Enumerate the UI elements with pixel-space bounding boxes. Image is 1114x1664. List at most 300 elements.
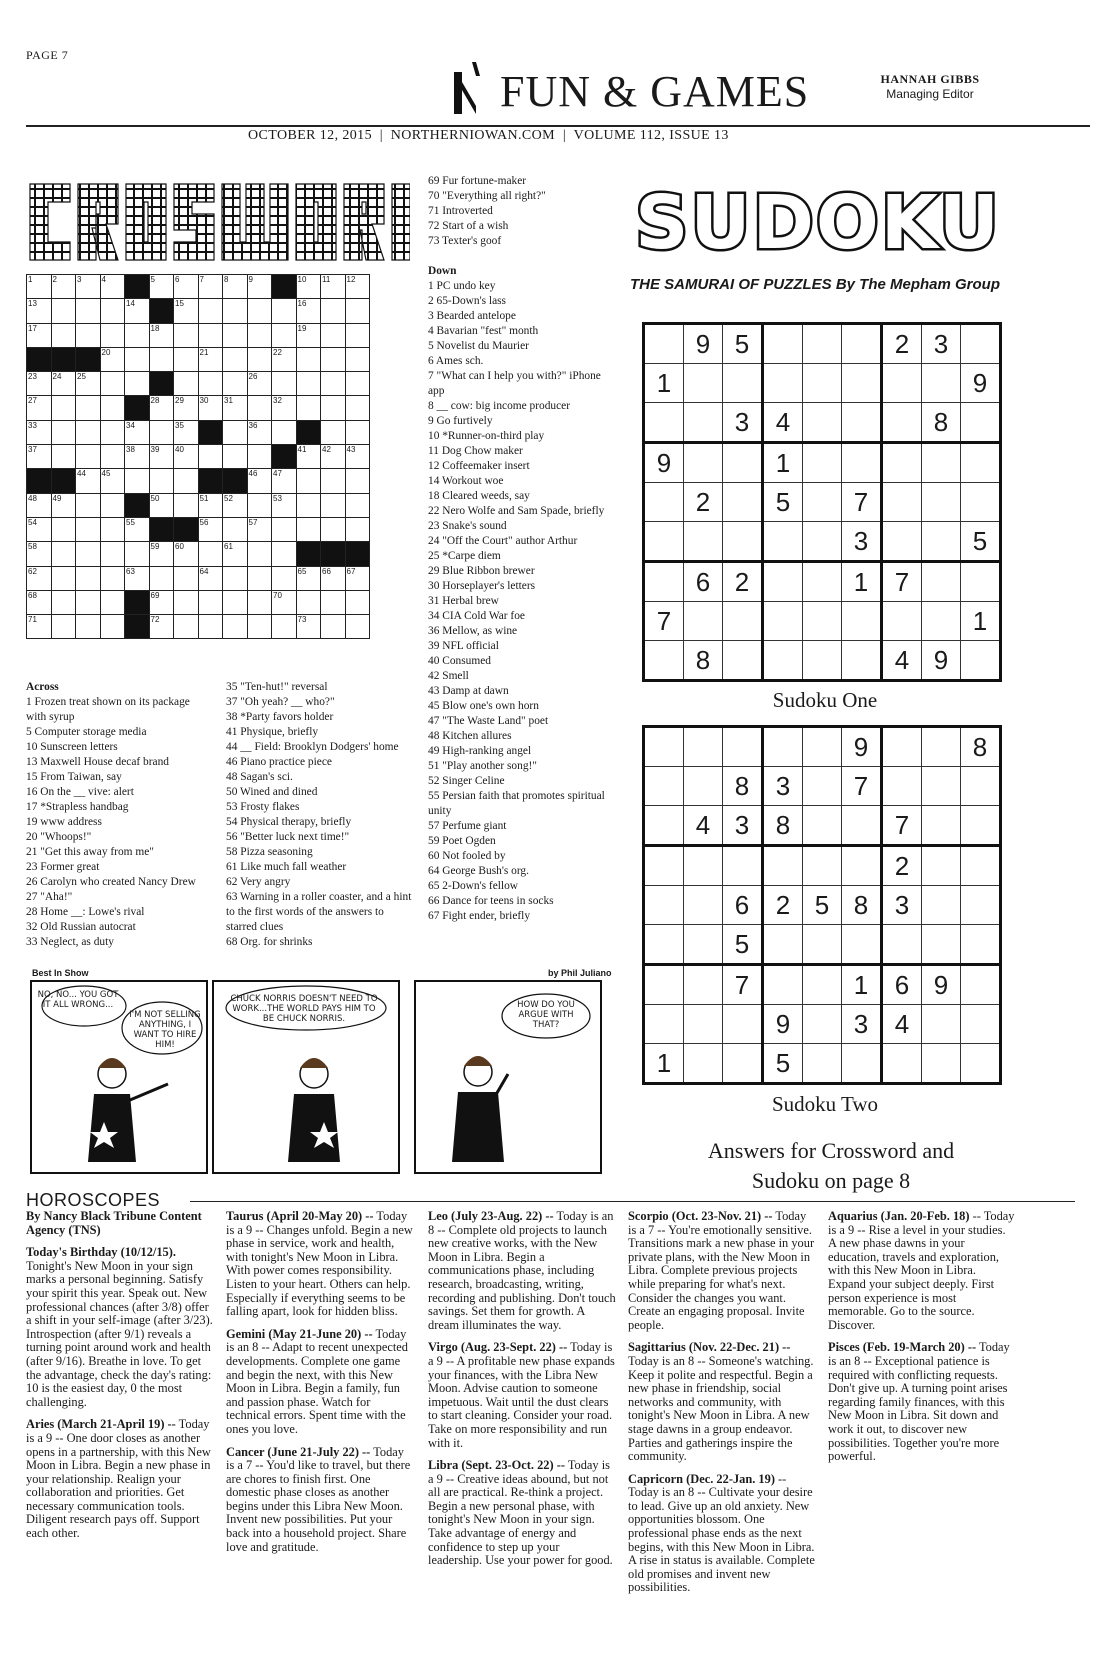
- crossword-cell[interactable]: [272, 299, 297, 323]
- crossword-cell[interactable]: [223, 542, 248, 566]
- crossword-cell[interactable]: [51, 542, 76, 566]
- crossword-cell[interactable]: [100, 396, 125, 420]
- crossword-cell[interactable]: [149, 566, 174, 590]
- sudoku-cell[interactable]: [961, 562, 1001, 602]
- sudoku-cell[interactable]: [882, 443, 922, 483]
- sudoku-cell[interactable]: [882, 364, 922, 403]
- crossword-cell[interactable]: [223, 615, 248, 639]
- crossword-cell[interactable]: [321, 372, 346, 396]
- sudoku-cell[interactable]: [922, 1005, 961, 1044]
- sudoku-cell[interactable]: [961, 886, 1001, 925]
- crossword-cell[interactable]: [296, 372, 321, 396]
- sudoku-cell[interactable]: [842, 846, 882, 886]
- sudoku-cell[interactable]: [922, 443, 961, 483]
- sudoku-cell[interactable]: [803, 522, 842, 562]
- crossword-cell[interactable]: [223, 323, 248, 347]
- crossword-cell[interactable]: [27, 445, 52, 469]
- crossword-cell[interactable]: [223, 517, 248, 541]
- sudoku-cell[interactable]: [922, 1044, 961, 1084]
- crossword-cell[interactable]: [345, 396, 370, 420]
- sudoku-cell[interactable]: [763, 324, 803, 364]
- crossword-cell[interactable]: [125, 323, 150, 347]
- crossword-cell[interactable]: [149, 420, 174, 444]
- crossword-cell[interactable]: [27, 615, 52, 639]
- sudoku-cell[interactable]: [842, 602, 882, 641]
- crossword-cell[interactable]: [345, 372, 370, 396]
- crossword-cell[interactable]: [149, 469, 174, 493]
- sudoku-cell[interactable]: [842, 324, 882, 364]
- crossword-cell[interactable]: [149, 493, 174, 517]
- crossword-cell[interactable]: [76, 396, 101, 420]
- sudoku-cell[interactable]: [644, 403, 684, 443]
- crossword-cell[interactable]: [125, 542, 150, 566]
- sudoku-cell[interactable]: [803, 562, 842, 602]
- crossword-cell[interactable]: [125, 517, 150, 541]
- sudoku-cell[interactable]: [644, 965, 684, 1005]
- sudoku-cell[interactable]: [882, 403, 922, 443]
- crossword-cell[interactable]: [76, 445, 101, 469]
- crossword-cell[interactable]: [321, 590, 346, 614]
- crossword-cell[interactable]: [76, 493, 101, 517]
- crossword-cell[interactable]: [27, 275, 52, 299]
- crossword-cell[interactable]: [27, 420, 52, 444]
- sudoku-cell[interactable]: [763, 727, 803, 767]
- sudoku-cell[interactable]: [644, 846, 684, 886]
- crossword-cell[interactable]: [198, 590, 223, 614]
- sudoku-cell[interactable]: [644, 727, 684, 767]
- crossword-grid[interactable]: [26, 274, 370, 639]
- crossword-cell[interactable]: [223, 420, 248, 444]
- crossword-cell[interactable]: [100, 469, 125, 493]
- crossword-cell[interactable]: [296, 615, 321, 639]
- crossword-cell[interactable]: [100, 420, 125, 444]
- crossword-cell[interactable]: [247, 542, 272, 566]
- crossword-cell[interactable]: [272, 615, 297, 639]
- sudoku-cell[interactable]: [723, 364, 763, 403]
- sudoku-cell[interactable]: [803, 1044, 842, 1084]
- sudoku-cell[interactable]: [803, 443, 842, 483]
- sudoku-cell[interactable]: [922, 364, 961, 403]
- crossword-cell[interactable]: [296, 493, 321, 517]
- crossword-cell[interactable]: [345, 590, 370, 614]
- sudoku-cell[interactable]: [723, 641, 763, 681]
- sudoku-cell[interactable]: [882, 1044, 922, 1084]
- sudoku-cell[interactable]: [961, 1044, 1001, 1084]
- sudoku-cell[interactable]: [803, 767, 842, 806]
- crossword-cell[interactable]: [296, 445, 321, 469]
- crossword-cell[interactable]: [174, 347, 199, 371]
- sudoku-cell[interactable]: [922, 767, 961, 806]
- sudoku-cell[interactable]: [922, 806, 961, 846]
- crossword-cell[interactable]: [149, 347, 174, 371]
- crossword-cell[interactable]: [272, 590, 297, 614]
- sudoku-cell[interactable]: [684, 522, 723, 562]
- sudoku-cell[interactable]: [882, 483, 922, 522]
- crossword-cell[interactable]: [223, 275, 248, 299]
- crossword-cell[interactable]: [27, 566, 52, 590]
- crossword-cell[interactable]: [100, 566, 125, 590]
- sudoku-cell[interactable]: [961, 806, 1001, 846]
- crossword-cell[interactable]: [198, 445, 223, 469]
- sudoku-cell[interactable]: [803, 364, 842, 403]
- crossword-cell[interactable]: [272, 420, 297, 444]
- crossword-cell[interactable]: [100, 517, 125, 541]
- sudoku-cell[interactable]: [644, 522, 684, 562]
- crossword-cell[interactable]: [51, 517, 76, 541]
- sudoku-cell[interactable]: [723, 1044, 763, 1084]
- crossword-cell[interactable]: [247, 469, 272, 493]
- crossword-cell[interactable]: [51, 615, 76, 639]
- crossword-cell[interactable]: [174, 372, 199, 396]
- sudoku-cell[interactable]: [961, 1005, 1001, 1044]
- crossword-cell[interactable]: [345, 420, 370, 444]
- crossword-cell[interactable]: [174, 615, 199, 639]
- crossword-cell[interactable]: [272, 566, 297, 590]
- crossword-cell[interactable]: [223, 299, 248, 323]
- crossword-cell[interactable]: [321, 445, 346, 469]
- sudoku-cell[interactable]: [922, 925, 961, 965]
- crossword-cell[interactable]: [321, 493, 346, 517]
- crossword-cell[interactable]: [76, 372, 101, 396]
- crossword-cell[interactable]: [76, 323, 101, 347]
- sudoku-cell[interactable]: [763, 925, 803, 965]
- sudoku-cell[interactable]: [842, 443, 882, 483]
- sudoku-cell[interactable]: [684, 727, 723, 767]
- crossword-cell[interactable]: [51, 299, 76, 323]
- crossword-cell[interactable]: [76, 615, 101, 639]
- crossword-cell[interactable]: [174, 542, 199, 566]
- sudoku-cell[interactable]: [882, 522, 922, 562]
- crossword-cell[interactable]: [125, 347, 150, 371]
- sudoku-cell[interactable]: [842, 364, 882, 403]
- crossword-cell[interactable]: [100, 493, 125, 517]
- sudoku-cell[interactable]: [723, 1005, 763, 1044]
- crossword-cell[interactable]: [27, 299, 52, 323]
- sudoku-cell[interactable]: [763, 846, 803, 886]
- crossword-cell[interactable]: [198, 323, 223, 347]
- crossword-cell[interactable]: [51, 396, 76, 420]
- sudoku-cell[interactable]: [961, 443, 1001, 483]
- sudoku-cell[interactable]: [922, 846, 961, 886]
- sudoku-cell[interactable]: [961, 846, 1001, 886]
- sudoku-cell[interactable]: [684, 364, 723, 403]
- sudoku-cell[interactable]: [882, 767, 922, 806]
- crossword-cell[interactable]: [76, 590, 101, 614]
- sudoku-cell[interactable]: [684, 886, 723, 925]
- crossword-cell[interactable]: [100, 323, 125, 347]
- crossword-cell[interactable]: [76, 542, 101, 566]
- sudoku-cell[interactable]: [803, 806, 842, 846]
- crossword-cell[interactable]: [296, 347, 321, 371]
- crossword-cell[interactable]: [345, 566, 370, 590]
- crossword-cell[interactable]: [247, 299, 272, 323]
- crossword-cell[interactable]: [223, 347, 248, 371]
- sudoku-cell[interactable]: [803, 602, 842, 641]
- crossword-cell[interactable]: [247, 275, 272, 299]
- crossword-cell[interactable]: [51, 420, 76, 444]
- crossword-cell[interactable]: [272, 517, 297, 541]
- crossword-cell[interactable]: [51, 445, 76, 469]
- sudoku-cell[interactable]: [723, 443, 763, 483]
- crossword-cell[interactable]: [247, 445, 272, 469]
- crossword-cell[interactable]: [247, 493, 272, 517]
- crossword-cell[interactable]: [247, 420, 272, 444]
- crossword-cell[interactable]: [296, 469, 321, 493]
- crossword-cell[interactable]: [345, 299, 370, 323]
- crossword-cell[interactable]: [149, 323, 174, 347]
- crossword-cell[interactable]: [174, 275, 199, 299]
- sudoku-cell[interactable]: [644, 925, 684, 965]
- crossword-cell[interactable]: [321, 347, 346, 371]
- crossword-cell[interactable]: [100, 299, 125, 323]
- crossword-cell[interactable]: [223, 590, 248, 614]
- crossword-cell[interactable]: [149, 275, 174, 299]
- crossword-cell[interactable]: [247, 590, 272, 614]
- crossword-cell[interactable]: [51, 493, 76, 517]
- sudoku-cell[interactable]: [961, 483, 1001, 522]
- crossword-cell[interactable]: [321, 420, 346, 444]
- sudoku-cell[interactable]: [803, 483, 842, 522]
- crossword-cell[interactable]: [296, 590, 321, 614]
- sudoku-cell[interactable]: [684, 846, 723, 886]
- sudoku-cell[interactable]: [803, 641, 842, 681]
- crossword-cell[interactable]: [125, 469, 150, 493]
- sudoku-cell[interactable]: [684, 767, 723, 806]
- crossword-cell[interactable]: [100, 590, 125, 614]
- sudoku-cell[interactable]: [723, 602, 763, 641]
- crossword-cell[interactable]: [198, 396, 223, 420]
- crossword-cell[interactable]: [198, 299, 223, 323]
- crossword-cell[interactable]: [321, 275, 346, 299]
- crossword-cell[interactable]: [125, 372, 150, 396]
- crossword-cell[interactable]: [51, 590, 76, 614]
- sudoku-cell[interactable]: [961, 403, 1001, 443]
- crossword-cell[interactable]: [174, 493, 199, 517]
- sudoku-cell[interactable]: [644, 806, 684, 846]
- crossword-cell[interactable]: [296, 275, 321, 299]
- crossword-cell[interactable]: [174, 396, 199, 420]
- crossword-cell[interactable]: [345, 275, 370, 299]
- crossword-cell[interactable]: [345, 493, 370, 517]
- crossword-cell[interactable]: [321, 323, 346, 347]
- sudoku-cell[interactable]: [803, 965, 842, 1005]
- crossword-cell[interactable]: [100, 542, 125, 566]
- sudoku-cell[interactable]: [763, 562, 803, 602]
- sudoku-cell[interactable]: [644, 886, 684, 925]
- crossword-cell[interactable]: [76, 517, 101, 541]
- sudoku-cell[interactable]: [644, 483, 684, 522]
- crossword-cell[interactable]: [174, 323, 199, 347]
- crossword-cell[interactable]: [149, 542, 174, 566]
- crossword-cell[interactable]: [272, 542, 297, 566]
- crossword-cell[interactable]: [149, 445, 174, 469]
- crossword-cell[interactable]: [272, 396, 297, 420]
- sudoku-cell[interactable]: [842, 403, 882, 443]
- crossword-cell[interactable]: [247, 323, 272, 347]
- sudoku-cell[interactable]: [684, 1005, 723, 1044]
- sudoku-cell[interactable]: [763, 602, 803, 641]
- sudoku-cell[interactable]: [684, 602, 723, 641]
- crossword-cell[interactable]: [345, 445, 370, 469]
- crossword-cell[interactable]: [223, 493, 248, 517]
- crossword-cell[interactable]: [125, 445, 150, 469]
- crossword-cell[interactable]: [125, 420, 150, 444]
- crossword-cell[interactable]: [247, 566, 272, 590]
- crossword-cell[interactable]: [223, 445, 248, 469]
- crossword-cell[interactable]: [174, 299, 199, 323]
- crossword-cell[interactable]: [198, 372, 223, 396]
- sudoku-cell[interactable]: [961, 925, 1001, 965]
- sudoku-cell[interactable]: [922, 483, 961, 522]
- sudoku-cell[interactable]: [763, 522, 803, 562]
- crossword-cell[interactable]: [51, 323, 76, 347]
- crossword-cell[interactable]: [100, 445, 125, 469]
- sudoku-two-grid[interactable]: [642, 725, 1002, 1085]
- crossword-cell[interactable]: [345, 469, 370, 493]
- sudoku-cell[interactable]: [842, 925, 882, 965]
- crossword-cell[interactable]: [76, 469, 101, 493]
- sudoku-cell[interactable]: [961, 641, 1001, 681]
- crossword-cell[interactable]: [296, 299, 321, 323]
- sudoku-cell[interactable]: [684, 403, 723, 443]
- crossword-cell[interactable]: [174, 420, 199, 444]
- crossword-cell[interactable]: [296, 566, 321, 590]
- sudoku-cell[interactable]: [882, 727, 922, 767]
- crossword-cell[interactable]: [149, 590, 174, 614]
- crossword-cell[interactable]: [247, 615, 272, 639]
- sudoku-cell[interactable]: [803, 1005, 842, 1044]
- crossword-cell[interactable]: [198, 566, 223, 590]
- crossword-cell[interactable]: [174, 566, 199, 590]
- crossword-cell[interactable]: [51, 566, 76, 590]
- sudoku-cell[interactable]: [961, 965, 1001, 1005]
- crossword-cell[interactable]: [296, 323, 321, 347]
- crossword-cell[interactable]: [272, 347, 297, 371]
- crossword-cell[interactable]: [76, 275, 101, 299]
- crossword-cell[interactable]: [272, 493, 297, 517]
- crossword-cell[interactable]: [149, 615, 174, 639]
- crossword-cell[interactable]: [272, 469, 297, 493]
- crossword-cell[interactable]: [321, 299, 346, 323]
- sudoku-cell[interactable]: [644, 562, 684, 602]
- crossword-cell[interactable]: [198, 347, 223, 371]
- sudoku-cell[interactable]: [922, 602, 961, 641]
- crossword-cell[interactable]: [321, 517, 346, 541]
- crossword-cell[interactable]: [223, 372, 248, 396]
- crossword-cell[interactable]: [198, 275, 223, 299]
- crossword-cell[interactable]: [125, 299, 150, 323]
- sudoku-cell[interactable]: [644, 1005, 684, 1044]
- crossword-cell[interactable]: [51, 275, 76, 299]
- crossword-cell[interactable]: [247, 372, 272, 396]
- crossword-cell[interactable]: [198, 493, 223, 517]
- sudoku-cell[interactable]: [763, 364, 803, 403]
- crossword-cell[interactable]: [272, 323, 297, 347]
- sudoku-cell[interactable]: [922, 886, 961, 925]
- crossword-cell[interactable]: [198, 615, 223, 639]
- sudoku-cell[interactable]: [684, 965, 723, 1005]
- crossword-cell[interactable]: [321, 615, 346, 639]
- sudoku-cell[interactable]: [684, 1044, 723, 1084]
- crossword-cell[interactable]: [27, 517, 52, 541]
- crossword-cell[interactable]: [247, 517, 272, 541]
- crossword-cell[interactable]: [76, 420, 101, 444]
- sudoku-cell[interactable]: [842, 1044, 882, 1084]
- sudoku-cell[interactable]: [803, 846, 842, 886]
- crossword-cell[interactable]: [321, 396, 346, 420]
- crossword-cell[interactable]: [100, 615, 125, 639]
- sudoku-cell[interactable]: [961, 767, 1001, 806]
- crossword-cell[interactable]: [27, 323, 52, 347]
- sudoku-cell[interactable]: [842, 641, 882, 681]
- crossword-cell[interactable]: [27, 396, 52, 420]
- crossword-cell[interactable]: [321, 469, 346, 493]
- crossword-cell[interactable]: [272, 372, 297, 396]
- crossword-cell[interactable]: [76, 299, 101, 323]
- sudoku-cell[interactable]: [763, 641, 803, 681]
- sudoku-cell[interactable]: [684, 443, 723, 483]
- crossword-cell[interactable]: [51, 372, 76, 396]
- crossword-cell[interactable]: [345, 347, 370, 371]
- sudoku-cell[interactable]: [684, 925, 723, 965]
- sudoku-cell[interactable]: [882, 925, 922, 965]
- crossword-cell[interactable]: [247, 347, 272, 371]
- sudoku-cell[interactable]: [922, 562, 961, 602]
- crossword-cell[interactable]: [296, 517, 321, 541]
- sudoku-cell[interactable]: [723, 846, 763, 886]
- crossword-cell[interactable]: [125, 566, 150, 590]
- crossword-cell[interactable]: [198, 517, 223, 541]
- crossword-cell[interactable]: [223, 396, 248, 420]
- sudoku-cell[interactable]: [961, 324, 1001, 364]
- crossword-cell[interactable]: [27, 542, 52, 566]
- sudoku-cell[interactable]: [644, 641, 684, 681]
- sudoku-cell[interactable]: [723, 522, 763, 562]
- sudoku-cell[interactable]: [842, 806, 882, 846]
- crossword-cell[interactable]: [247, 396, 272, 420]
- crossword-cell[interactable]: [174, 590, 199, 614]
- crossword-cell[interactable]: [100, 347, 125, 371]
- crossword-cell[interactable]: [76, 566, 101, 590]
- sudoku-cell[interactable]: [644, 324, 684, 364]
- crossword-cell[interactable]: [198, 542, 223, 566]
- crossword-cell[interactable]: [27, 590, 52, 614]
- crossword-cell[interactable]: [100, 275, 125, 299]
- crossword-cell[interactable]: [345, 615, 370, 639]
- crossword-cell[interactable]: [27, 493, 52, 517]
- sudoku-cell[interactable]: [723, 727, 763, 767]
- crossword-cell[interactable]: [345, 517, 370, 541]
- sudoku-cell[interactable]: [763, 965, 803, 1005]
- crossword-cell[interactable]: [174, 469, 199, 493]
- crossword-cell[interactable]: [27, 372, 52, 396]
- crossword-cell[interactable]: [223, 566, 248, 590]
- sudoku-cell[interactable]: [922, 522, 961, 562]
- crossword-cell[interactable]: [149, 396, 174, 420]
- sudoku-cell[interactable]: [803, 324, 842, 364]
- crossword-cell[interactable]: [174, 445, 199, 469]
- crossword-cell[interactable]: [296, 396, 321, 420]
- sudoku-cell[interactable]: [803, 403, 842, 443]
- sudoku-cell[interactable]: [803, 727, 842, 767]
- crossword-cell[interactable]: [345, 323, 370, 347]
- sudoku-cell[interactable]: [803, 925, 842, 965]
- sudoku-one-grid[interactable]: [642, 322, 1002, 682]
- sudoku-cell[interactable]: [922, 727, 961, 767]
- crossword-cell[interactable]: [321, 566, 346, 590]
- crossword-cell[interactable]: [100, 372, 125, 396]
- sudoku-cell[interactable]: [644, 767, 684, 806]
